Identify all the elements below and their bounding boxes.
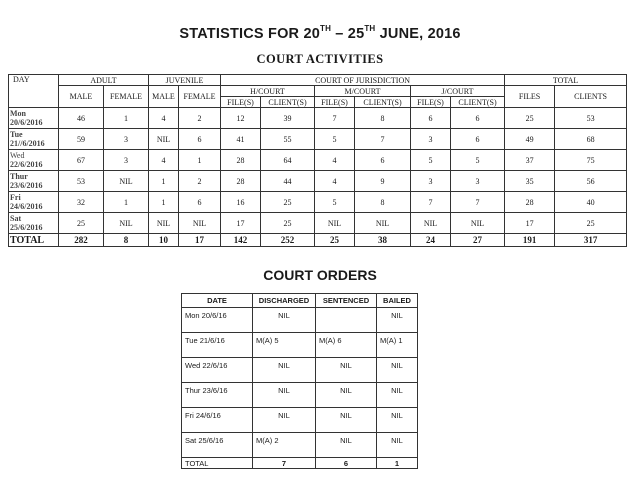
mcourt-files-cell: 4 [315, 150, 355, 171]
total-clients-cell: 53 [555, 108, 627, 129]
header-sentenced: SENTENCED [316, 294, 377, 308]
day-cell: Tue 21//6/2016 [9, 129, 59, 150]
bailed-cell: NIL [377, 308, 418, 333]
sentenced-cell: NIL [316, 408, 377, 433]
header-hcourt-files: FILE(S) [221, 97, 261, 108]
sentenced-cell [316, 308, 377, 333]
mcourt-clients-cell: 7 [355, 129, 411, 150]
total-clients-cell: 68 [555, 129, 627, 150]
jcourt-clients-cell: 3 [451, 171, 505, 192]
bailed-cell: NIL [377, 383, 418, 408]
date-cell: Thur 23/6/16 [182, 383, 253, 408]
hcourt-files-cell: 16 [221, 192, 261, 213]
mcourt-clients-cell: 6 [355, 150, 411, 171]
juvenile-female-cell: 2 [179, 108, 221, 129]
header-total: TOTAL [505, 75, 627, 86]
header-adult: ADULT [59, 75, 149, 86]
jcourt-files-cell: 7 [411, 192, 451, 213]
court-activities-table [8, 74, 627, 247]
header-jcourt-clients: CLIENT(S) [451, 97, 505, 108]
adult-male-cell: 46 [59, 108, 104, 129]
juvenile-female-cell: NIL [179, 213, 221, 234]
juvenile-male-cell: 4 [149, 108, 179, 129]
mcourt-clients-total: 38 [355, 234, 411, 247]
juvenile-female-cell: 2 [179, 171, 221, 192]
adult-male-cell: 59 [59, 129, 104, 150]
adult-female-cell: NIL [104, 213, 149, 234]
total-clients-cell: 75 [555, 150, 627, 171]
adult-female-cell: 1 [104, 192, 149, 213]
header-jcourt-files: FILE(S) [411, 97, 451, 108]
date-cell: Fri 24/6/16 [182, 408, 253, 433]
day-cell: Fri 24/6/2016 [9, 192, 59, 213]
header-juvenile: JUVENILE [149, 75, 221, 86]
juvenile-male-cell: 1 [149, 171, 179, 192]
bailed-cell: M(A) 1 [377, 333, 418, 358]
total-files-cell: 37 [505, 150, 555, 171]
header-hcourt-clients: CLIENT(S) [261, 97, 315, 108]
mcourt-files-cell: 5 [315, 129, 355, 150]
total-label: TOTAL [182, 458, 253, 469]
total-label: TOTAL [9, 234, 59, 247]
jcourt-clients-cell: 6 [451, 129, 505, 150]
juvenile-male-cell: NIL [149, 129, 179, 150]
juvenile-male-cell: 4 [149, 150, 179, 171]
adult-female-cell: 1 [104, 108, 149, 129]
total-files-cell: 17 [505, 213, 555, 234]
table-row [182, 358, 418, 383]
hcourt-files-cell: 28 [221, 150, 261, 171]
adult-female-total: 8 [104, 234, 149, 247]
header-total-files: FILES [505, 86, 555, 108]
mcourt-files-cell: NIL [315, 213, 355, 234]
hcourt-files-cell: 12 [221, 108, 261, 129]
adult-male-cell: 67 [59, 150, 104, 171]
total-clients-cell: 25 [555, 213, 627, 234]
adult-male-total: 282 [59, 234, 104, 247]
bailed-cell: NIL [377, 358, 418, 383]
header-jurisdiction: COURT OF JURISDICTION [221, 75, 505, 86]
sentenced-cell: NIL [316, 358, 377, 383]
total-files-cell: 25 [505, 108, 555, 129]
jcourt-files-cell: 6 [411, 108, 451, 129]
mcourt-files-cell: 5 [315, 192, 355, 213]
total-files-cell: 49 [505, 129, 555, 150]
mcourt-files-total: 25 [315, 234, 355, 247]
table-row [182, 333, 418, 358]
page-title: STATISTICS FOR 20TH – 25TH JUNE, 2016 [179, 24, 461, 42]
sentenced-cell: NIL [316, 383, 377, 408]
total-row [182, 458, 418, 469]
juvenile-male-cell: 1 [149, 192, 179, 213]
hcourt-files-cell: 41 [221, 129, 261, 150]
header-bailed: BAILED [377, 294, 418, 308]
total-clients-cell: 56 [555, 171, 627, 192]
total-files-cell: 28 [505, 192, 555, 213]
day-cell: Thur 23/6/2016 [9, 171, 59, 192]
court-orders-title: COURT ORDERS [263, 267, 377, 283]
jcourt-files-cell: 3 [411, 171, 451, 192]
header-adult-male: MALE [59, 86, 104, 108]
court-orders-table [181, 293, 418, 469]
header-discharged: DISCHARGED [253, 294, 316, 308]
header-juvenile-female: FEMALE [179, 86, 221, 108]
mcourt-files-cell: 7 [315, 108, 355, 129]
header-date: DATE [182, 294, 253, 308]
hcourt-clients-cell: 44 [261, 171, 315, 192]
jcourt-clients-cell: 5 [451, 150, 505, 171]
header-mcourt: M/COURT [315, 86, 411, 97]
adult-male-cell: 25 [59, 213, 104, 234]
discharged-cell: NIL [253, 358, 316, 383]
jcourt-files-cell: 3 [411, 129, 451, 150]
header-adult-female: FEMALE [104, 86, 149, 108]
table-row [182, 308, 418, 333]
jcourt-files-cell: NIL [411, 213, 451, 234]
table-row [182, 433, 418, 458]
sentenced-cell: NIL [316, 433, 377, 458]
day-cell: Sat 25/6/2016 [9, 213, 59, 234]
table-row [182, 408, 418, 433]
grand-total-clients: 317 [555, 234, 627, 247]
header-mcourt-files: FILE(S) [315, 97, 355, 108]
header-total-clients: CLIENTS [555, 86, 627, 108]
adult-male-cell: 32 [59, 192, 104, 213]
table-row [9, 171, 627, 192]
mcourt-clients-cell: 8 [355, 192, 411, 213]
bailed-cell: NIL [377, 408, 418, 433]
adult-male-cell: 53 [59, 171, 104, 192]
hcourt-clients-cell: 25 [261, 213, 315, 234]
bailed-total: 1 [377, 458, 418, 469]
date-cell: Sat 25/6/16 [182, 433, 253, 458]
header-mcourt-clients: CLIENT(S) [355, 97, 411, 108]
adult-female-cell: 3 [104, 129, 149, 150]
court-activities-title: COURT ACTIVITIES [256, 52, 384, 66]
adult-female-cell: 3 [104, 150, 149, 171]
juvenile-female-cell: 1 [179, 150, 221, 171]
day-cell: Wed 22/6/2016 [9, 150, 59, 171]
total-row [9, 234, 627, 247]
hcourt-files-total: 142 [221, 234, 261, 247]
discharged-cell: NIL [253, 408, 316, 433]
hcourt-clients-cell: 55 [261, 129, 315, 150]
mcourt-clients-cell: NIL [355, 213, 411, 234]
juvenile-male-total: 10 [149, 234, 179, 247]
jcourt-clients-total: 27 [451, 234, 505, 247]
bailed-cell: NIL [377, 433, 418, 458]
discharged-total: 7 [253, 458, 316, 469]
table-row [9, 129, 627, 150]
sentenced-cell: M(A) 6 [316, 333, 377, 358]
jcourt-clients-cell: 7 [451, 192, 505, 213]
table-row [9, 213, 627, 234]
hcourt-clients-cell: 39 [261, 108, 315, 129]
hcourt-clients-cell: 25 [261, 192, 315, 213]
discharged-cell: M(A) 5 [253, 333, 316, 358]
jcourt-files-total: 24 [411, 234, 451, 247]
juvenile-female-cell: 6 [179, 192, 221, 213]
discharged-cell: M(A) 2 [253, 433, 316, 458]
header-day: DAY [9, 75, 59, 108]
sentenced-total: 6 [316, 458, 377, 469]
juvenile-male-cell: NIL [149, 213, 179, 234]
mcourt-clients-cell: 8 [355, 108, 411, 129]
header-hcourt: H/COURT [221, 86, 315, 97]
hcourt-clients-total: 252 [261, 234, 315, 247]
discharged-cell: NIL [253, 308, 316, 333]
table-row [9, 192, 627, 213]
header-jcourt: J/COURT [411, 86, 505, 97]
date-cell: Wed 22/6/16 [182, 358, 253, 383]
date-cell: Mon 20/6/16 [182, 308, 253, 333]
grand-total-files: 191 [505, 234, 555, 247]
table-row [9, 108, 627, 129]
date-cell: Tue 21/6/16 [182, 333, 253, 358]
hcourt-files-cell: 28 [221, 171, 261, 192]
hcourt-clients-cell: 64 [261, 150, 315, 171]
juvenile-female-total: 17 [179, 234, 221, 247]
total-clients-cell: 40 [555, 192, 627, 213]
mcourt-clients-cell: 9 [355, 171, 411, 192]
hcourt-files-cell: 17 [221, 213, 261, 234]
mcourt-files-cell: 4 [315, 171, 355, 192]
table-row [9, 150, 627, 171]
jcourt-clients-cell: NIL [451, 213, 505, 234]
header-juvenile-male: MALE [149, 86, 179, 108]
jcourt-files-cell: 5 [411, 150, 451, 171]
day-cell: Mon 20/6/2016 [9, 108, 59, 129]
total-files-cell: 35 [505, 171, 555, 192]
adult-female-cell: NIL [104, 171, 149, 192]
jcourt-clients-cell: 6 [451, 108, 505, 129]
juvenile-female-cell: 6 [179, 129, 221, 150]
table-row [182, 383, 418, 408]
discharged-cell: NIL [253, 383, 316, 408]
